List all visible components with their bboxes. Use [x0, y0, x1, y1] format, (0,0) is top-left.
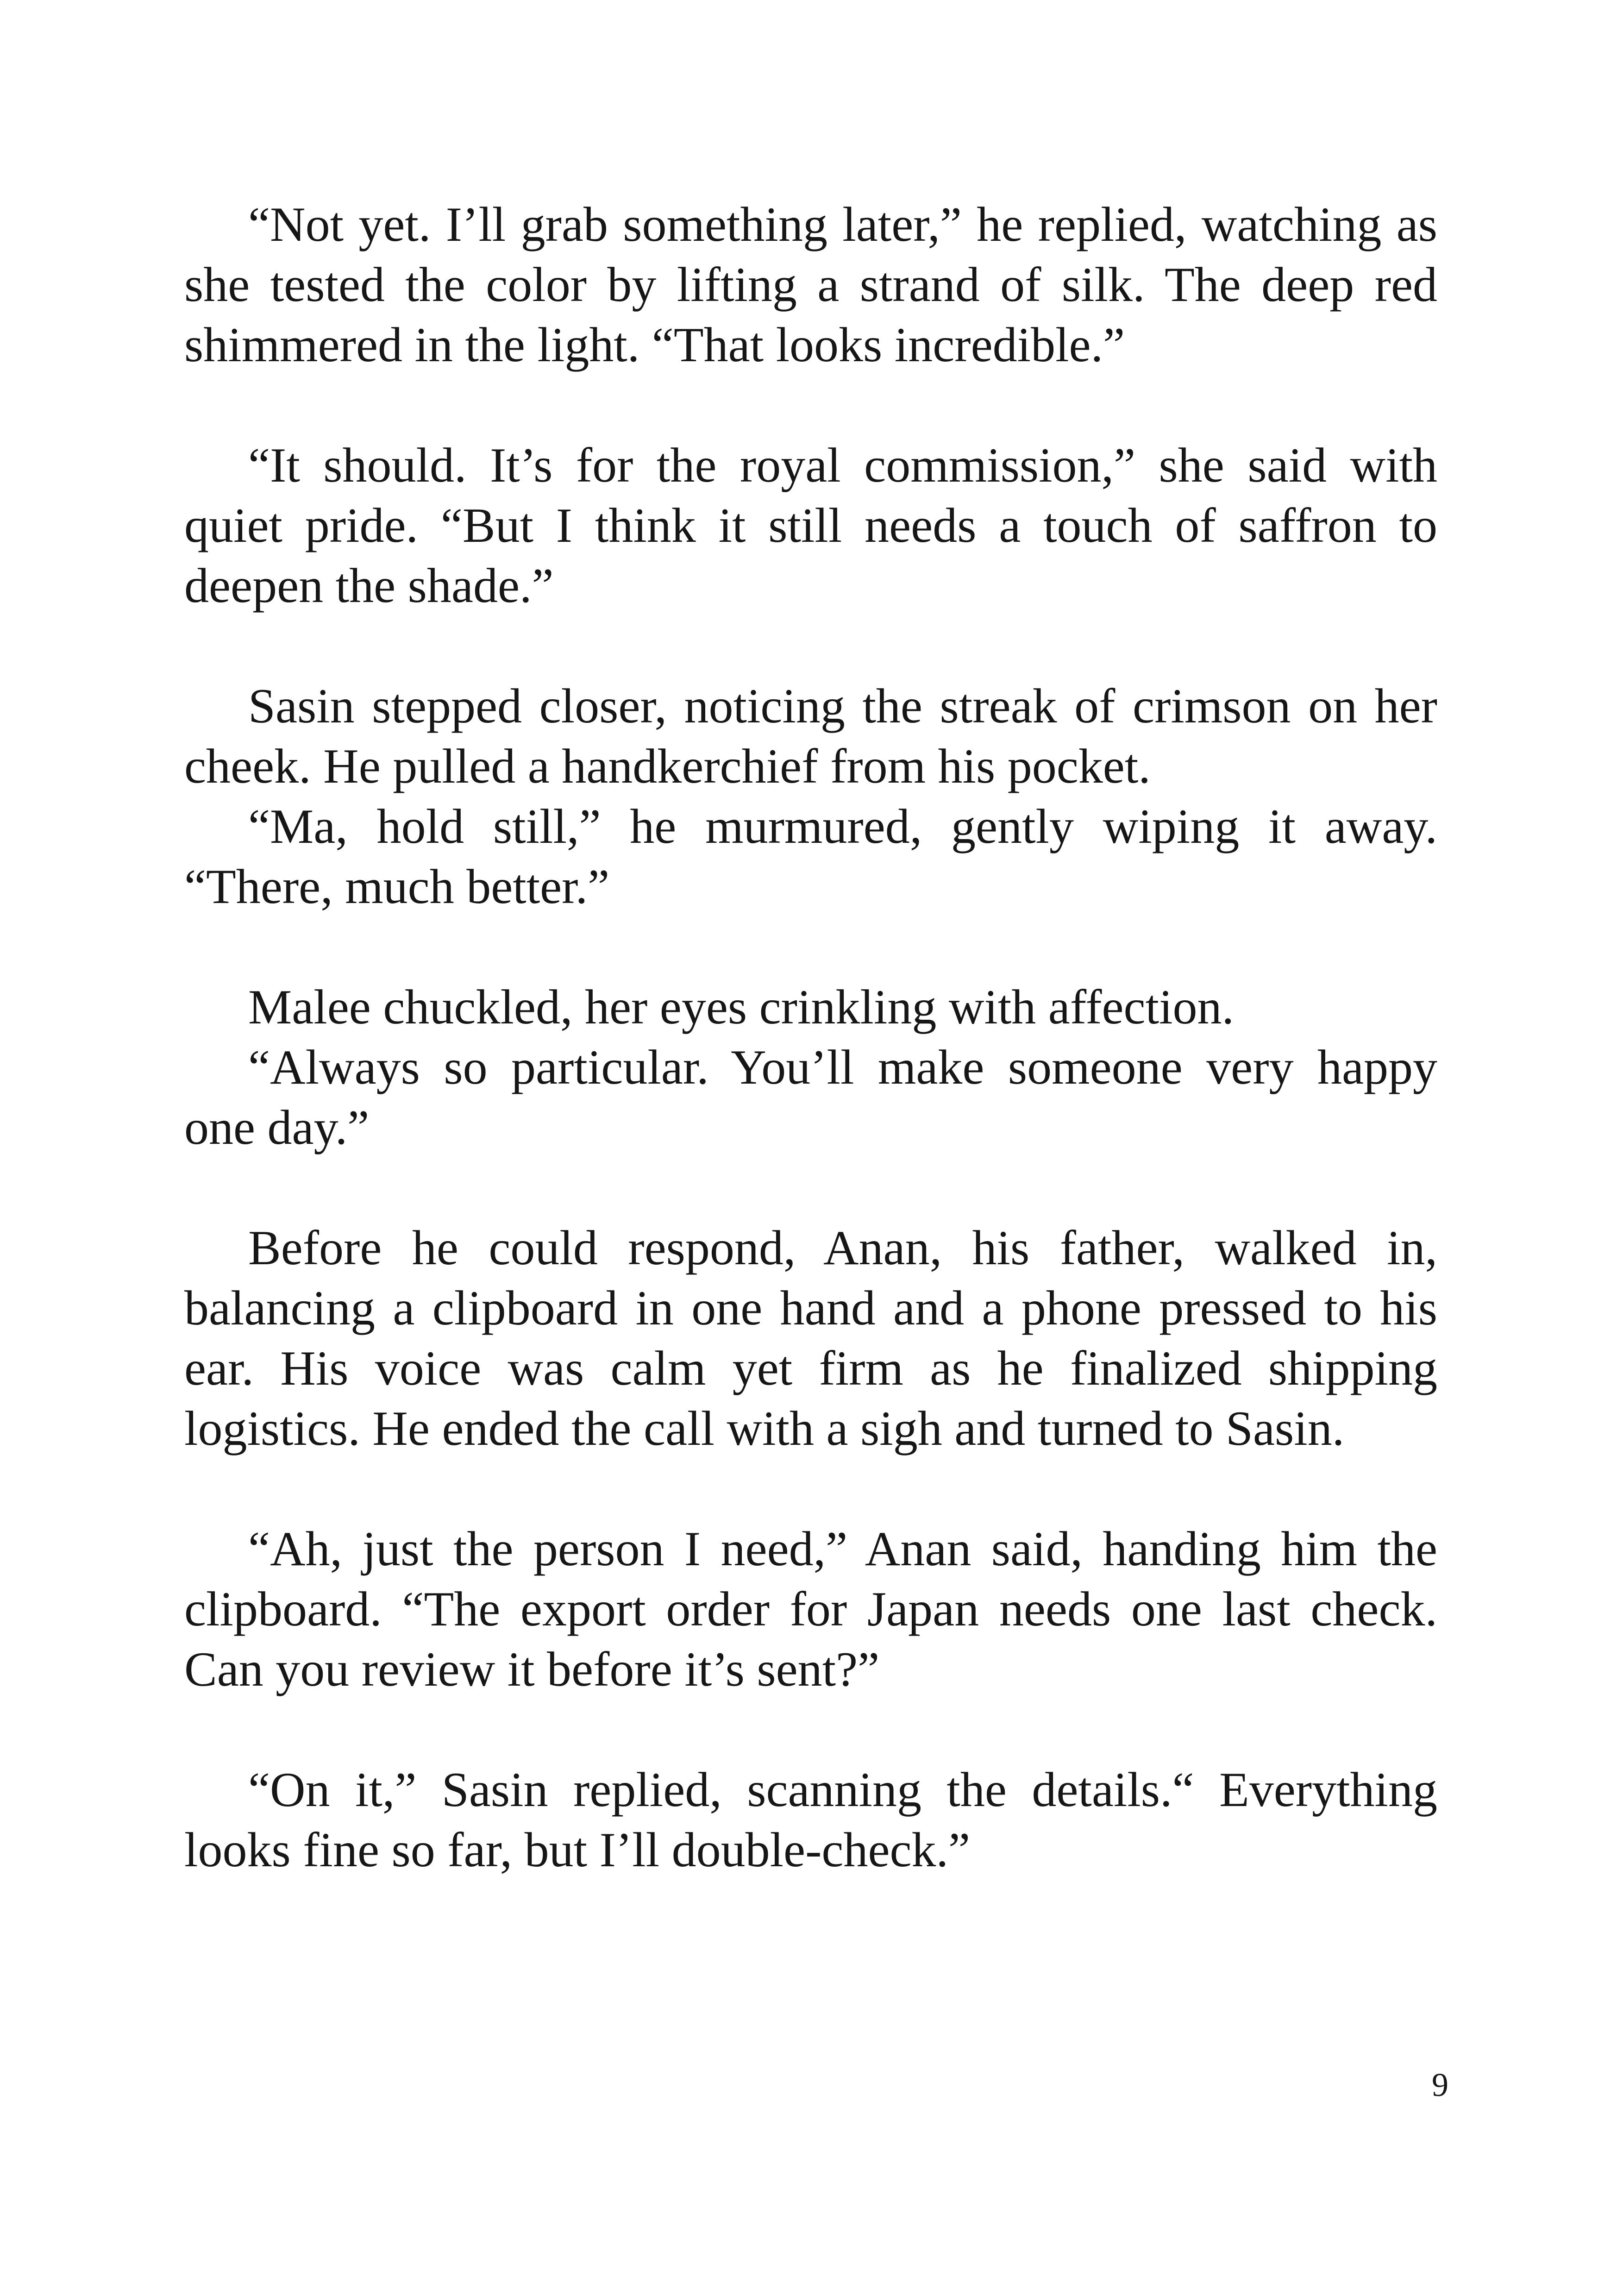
- paragraph: Sasin stepped closer, noticing the streak of crimson on her cheek. He pulled a handkerchief from his pocket.: [184, 679, 1437, 793]
- paragraph: “Ah, just the person I need,” Anan said, handing him the clipboard. “The export order for Japan needs one last check. Can you review it before it’s sent?”: [184, 1522, 1437, 1696]
- body-text: [184, 194, 1437, 1880]
- page-number: 9: [1432, 2066, 1448, 2103]
- paragraph: “It should. It’s for the royal commission,” she said with quiet pride. “But I think it still needs a touch of saffron to deepen the shade.”: [184, 438, 1437, 613]
- paragraph: “Not yet. I’ll grab something later,” he replied, watching as she tested the color by lifting a strand of silk. The deep red shimmered in the light. “That looks incredible.”: [184, 197, 1437, 372]
- paragraph: Malee chuckled, her eyes crinkling with affection.: [248, 980, 1235, 1034]
- paragraph: “Always so particular. You’ll make someone very happy one day.”: [184, 1040, 1437, 1154]
- paragraph: “Ma, hold still,” he murmured, gently wiping it away. “There, much better.”: [184, 799, 1437, 914]
- paragraph: “On it,” Sasin replied, scanning the details.“ Everything looks fine so far, but I’ll double-check.”: [184, 1763, 1437, 1877]
- paragraph: Before he could respond, Anan, his father, walked in, balancing a clipboard in one hand and a phone pressed to his ear. His voice was calm yet firm as he finalized shipping logistics. He ended the call with a sigh and turned to Sasin.: [184, 1221, 1437, 1455]
